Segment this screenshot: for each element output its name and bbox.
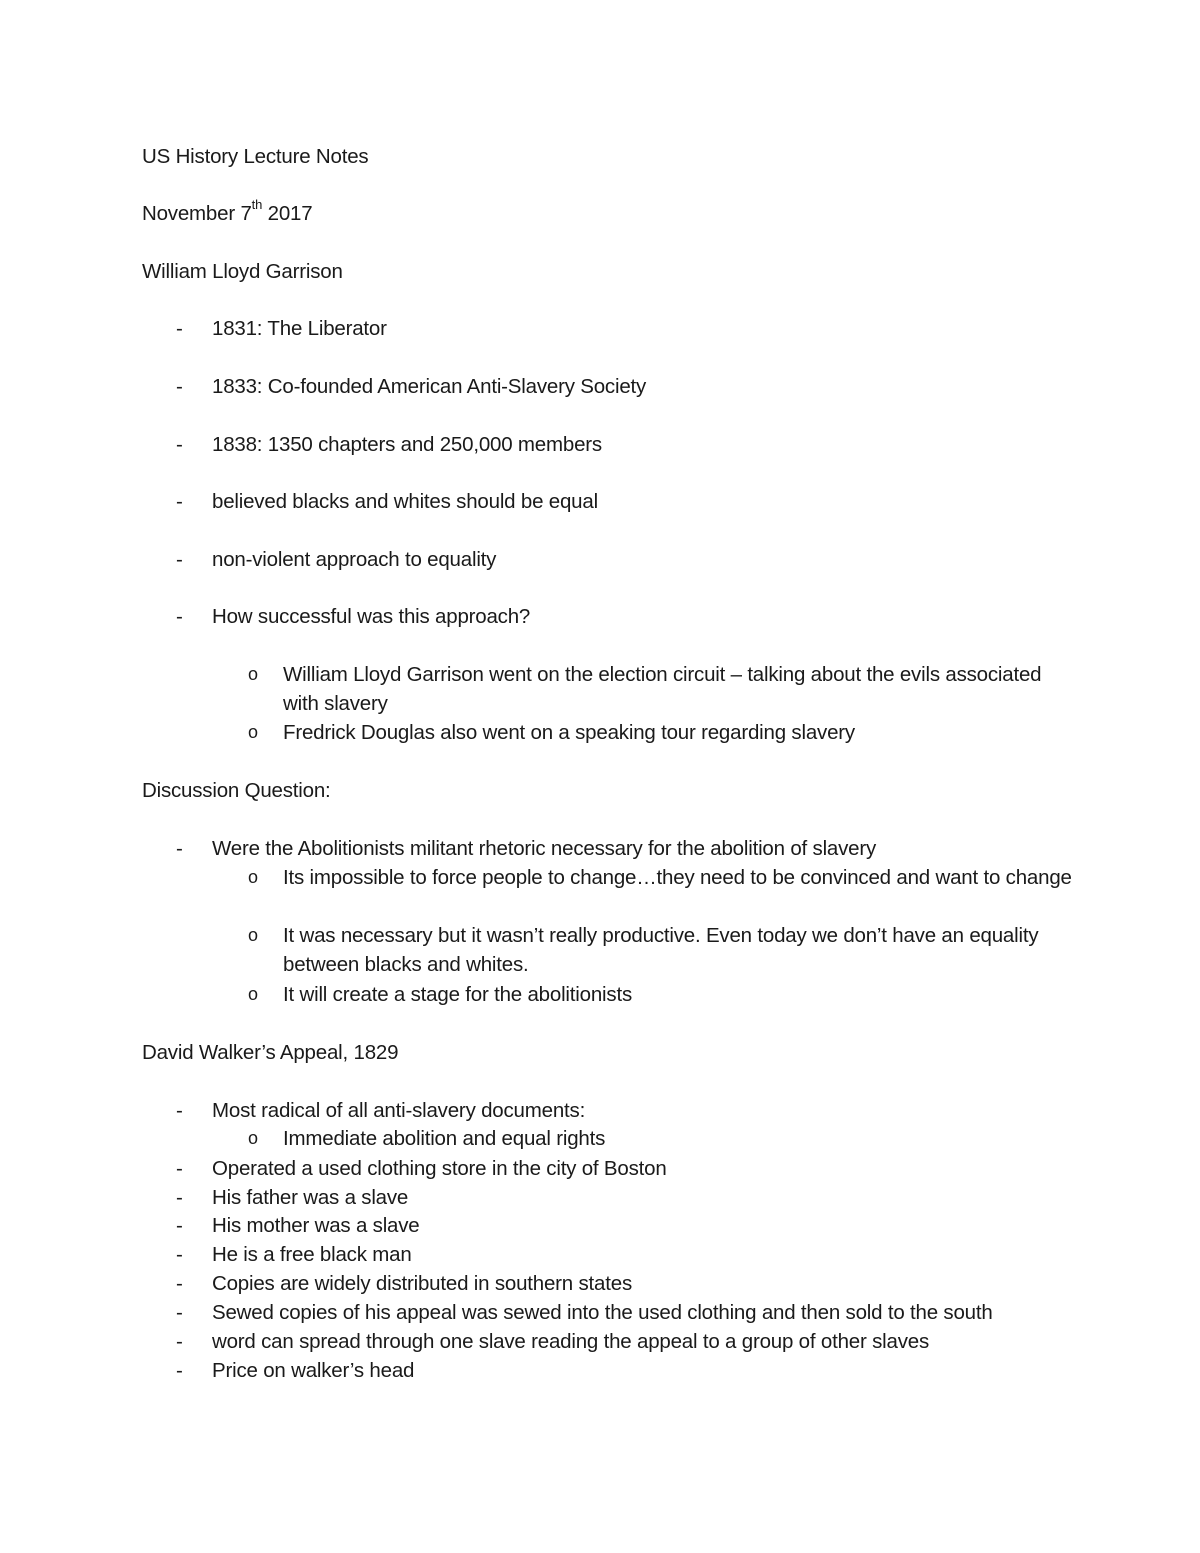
dash-bullet: -: [176, 1359, 183, 1382]
sub-list-item-text: William Lloyd Garrison went on the election circuit – talking about the evils associated with slavery: [283, 663, 1042, 715]
circle-bullet: o: [248, 722, 258, 742]
list-item-text: 1833: Co-founded American Anti-Slavery Society: [212, 375, 647, 398]
dash-bullet: -: [176, 1243, 183, 1266]
sub-list-item-text: Its impossible to force people to change…they need to be convinced and want to change: [283, 866, 1072, 889]
list-item-text: How successful was this approach?: [212, 605, 531, 628]
circle-bullet: o: [248, 867, 258, 887]
dash-bullet: -: [176, 1214, 183, 1237]
dash-bullet: -: [176, 1301, 183, 1324]
list-item-text: Operated a used clothing store in the city of Boston: [212, 1157, 667, 1180]
dash-bullet: -: [176, 375, 183, 398]
list-item-text: His father was a slave: [212, 1186, 409, 1209]
dash-bullet: -: [176, 605, 183, 628]
list-item-text: non-violent approach to equality: [212, 548, 497, 571]
circle-bullet: o: [248, 984, 258, 1004]
list-item-text: Copies are widely distributed in southern states: [212, 1272, 632, 1295]
sub-list-item-text: Fredrick Douglas also went on a speaking tour regarding slavery: [283, 721, 855, 744]
dash-bullet: -: [176, 1099, 183, 1122]
sub-list-item-text: It was necessary but it wasn’t really productive. Even today we don’t have an equality between blacks and whites.: [283, 924, 1039, 976]
list-item-text: word can spread through one slave reading the appeal to a group of other slaves: [212, 1330, 929, 1353]
dash-bullet: -: [176, 1186, 183, 1209]
dash-bullet: -: [176, 317, 183, 340]
dash-bullet: -: [176, 1157, 183, 1180]
dash-bullet: -: [176, 1330, 183, 1353]
list-item-text: Most radical of all anti-slavery documents:: [212, 1099, 586, 1122]
section-heading-garrison: William Lloyd Garrison: [142, 260, 343, 283]
dash-bullet: -: [176, 490, 183, 513]
section-heading-discussion: Discussion Question:: [142, 779, 331, 802]
date-month: November 7: [142, 202, 252, 225]
section-heading-walker: David Walker’s Appeal, 1829: [142, 1041, 399, 1064]
list-item-text: Sewed copies of his appeal was sewed into the used clothing and then sold to the south: [212, 1301, 993, 1324]
list-item-text: believed blacks and whites should be equal: [212, 490, 598, 513]
circle-bullet: o: [248, 925, 258, 945]
sub-list-item-text: It will create a stage for the abolitionists: [283, 983, 632, 1006]
list-item-text: He is a free black man: [212, 1243, 412, 1266]
list-item-text: 1838: 1350 chapters and 250,000 members: [212, 433, 602, 456]
date-suffix: th: [251, 197, 263, 212]
circle-bullet: o: [248, 1128, 258, 1148]
dash-bullet: -: [176, 837, 183, 860]
document-date: [142, 199, 312, 228]
list-item-text: Were the Abolitionists militant rhetoric necessary for the abolition of slavery: [212, 837, 877, 860]
dash-bullet: -: [176, 1272, 183, 1295]
list-item-text: His mother was a slave: [212, 1214, 420, 1237]
document-title: US History Lecture Notes: [142, 145, 369, 168]
circle-bullet: o: [248, 664, 258, 684]
date-year: 2017: [262, 202, 313, 225]
dash-bullet: -: [176, 433, 183, 456]
dash-bullet: -: [176, 548, 183, 571]
list-item-text: 1831: The Liberator: [212, 317, 387, 340]
sub-list-item-text: Immediate abolition and equal rights: [283, 1127, 606, 1150]
list-item-text: Price on walker’s head: [212, 1359, 415, 1382]
